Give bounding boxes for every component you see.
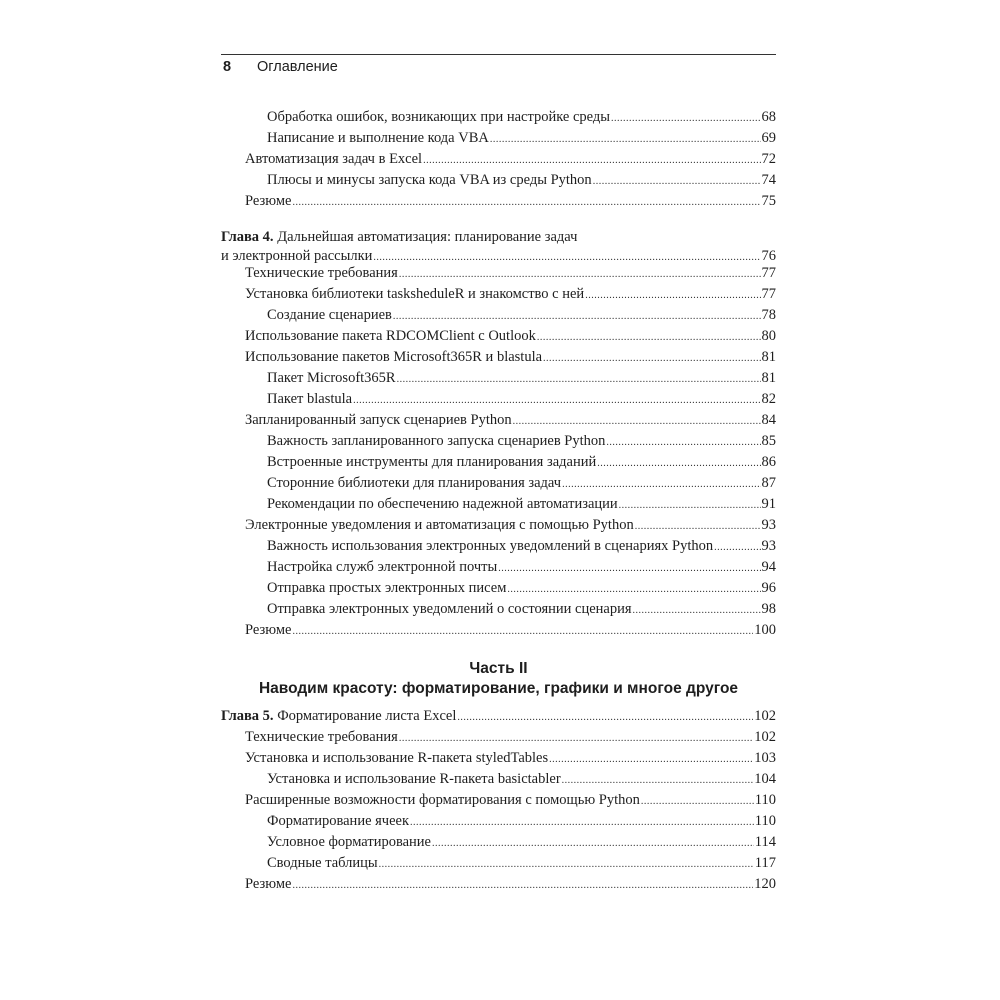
toc-entry — [221, 769, 776, 790]
toc-entry — [221, 727, 776, 748]
toc-entry — [221, 874, 776, 895]
toc-entry-page: 91 — [761, 496, 776, 512]
toc-entry-page: 74 — [761, 172, 776, 188]
toc-entry-page: 110 — [754, 813, 776, 829]
toc-entry-title: Резюме — [245, 193, 292, 209]
toc-entry — [221, 832, 776, 853]
toc-entry-page: 103 — [754, 750, 776, 766]
toc-entry-title: Отправка простых электронных писем — [267, 580, 507, 596]
toc-entry-page: 77 — [761, 286, 776, 302]
toc-entry-page: 81 — [761, 370, 776, 386]
toc-entry-title: Встроенные инструменты для планирования заданий — [267, 454, 597, 470]
toc-entry-title: Установка и использование R-пакета basictabler — [267, 771, 561, 787]
toc-entry-page: 85 — [761, 433, 776, 449]
toc-entry — [221, 811, 776, 832]
toc-entry-page: 81 — [761, 349, 776, 365]
dot-leader — [641, 791, 754, 812]
toc-entry-title: Форматирование ячеек — [267, 813, 410, 829]
chapter-heading — [221, 706, 776, 727]
toc-entry-title: Резюме — [245, 876, 292, 892]
chapter-page: 102 — [754, 708, 776, 724]
toc-entry-title: Расширенные возможности форматирования с помощью Python — [245, 792, 640, 808]
toc-entry-title: Сводные таблицы — [267, 855, 378, 871]
dot-leader — [549, 749, 753, 770]
toc-entry-page: 120 — [754, 876, 776, 892]
dot-leader — [562, 770, 754, 791]
toc-entry-page: 84 — [761, 412, 776, 428]
toc-entry-page: 98 — [761, 601, 776, 617]
toc-entry-title: Рекомендации по обеспечению надежной автоматизации — [267, 496, 618, 512]
chapter-label: Глава 4. — [221, 229, 274, 245]
toc-entry-page: 75 — [761, 193, 776, 209]
toc-entry — [221, 853, 776, 874]
toc-entry-page: 80 — [761, 328, 776, 344]
toc-entry-page: 102 — [754, 729, 776, 745]
toc-entry-title: Сторонние библиотеки для планирования задач — [267, 475, 562, 491]
toc-entry-page: 93 — [761, 517, 776, 533]
toc-entry-title: Установка библиотеки taskshedulеR и знакомство с ней — [245, 286, 585, 302]
toc-entry-title: Важность запланированного запуска сценариев Python — [267, 433, 606, 449]
toc-entry-page: 117 — [754, 855, 776, 871]
toc-entry-title: Важность использования электронных уведомлений в сценариях Python — [267, 538, 714, 554]
toc-entry-title: Пакет Microsoft365R — [267, 370, 396, 386]
toc-entry-page: 93 — [761, 538, 776, 554]
toc-entry-title: Использование пакета RDCOMClient с Outlook — [245, 328, 536, 344]
toc-entry-title: Электронные уведомления и автоматизация с помощью Python — [245, 517, 634, 533]
toc-entry-title: Технические требования — [245, 729, 398, 745]
dot-leader — [457, 707, 753, 728]
chapter-page: 76 — [761, 248, 776, 264]
toc-entry-page: 82 — [761, 391, 776, 407]
chapter-title-line2: и электронной рассылки — [221, 248, 373, 264]
toc-entry-title: Плюсы и минусы запуска кода VBA из среды Python — [267, 172, 592, 188]
toc-entry-page: 94 — [761, 559, 776, 575]
toc-entry-page: 110 — [754, 792, 776, 808]
toc-entry-title: Создание сценариев — [267, 307, 392, 323]
toc-entry-page: 100 — [754, 622, 776, 638]
toc-entry — [221, 790, 776, 811]
toc-entry-page: 96 — [761, 580, 776, 596]
toc-entry-page: 77 — [761, 265, 776, 281]
part-heading — [221, 0, 776, 700]
toc-entry-title: Автоматизация задач в Excel — [245, 151, 423, 167]
toc-entry-page: 114 — [754, 834, 776, 850]
toc-entry-title: Резюме — [245, 622, 292, 638]
chapter-title: Форматирование листа Excel — [277, 708, 457, 724]
toc-entry-page: 87 — [761, 475, 776, 491]
toc-entry-title: Отправка электронных уведомлений о состоянии сценария — [267, 601, 632, 617]
toc-entry-title: Технические требования — [245, 265, 398, 281]
toc-entry-page: 104 — [754, 771, 776, 787]
chapter-label: Глава 5. — [221, 708, 274, 724]
dot-leader — [432, 833, 754, 854]
part-title: Наводим красоту: форматирование, графики и многое другое — [258, 680, 739, 697]
toc-entry-title: Пакет blastula — [267, 391, 353, 407]
toc-entry-title: Запланированный запуск сценариев Python — [245, 412, 512, 428]
chapter-title-line1: Дальнейшая автоматизация: планирование задач — [277, 229, 578, 245]
toc-entry-title: Установка и использование R-пакета styledTables — [245, 750, 549, 766]
toc-entry-title: Написание и выполнение кода VBA — [267, 130, 489, 146]
toc-entry-page: 72 — [761, 151, 776, 167]
toc-entry-page: 78 — [761, 307, 776, 323]
dot-leader — [399, 728, 753, 749]
part-label: Часть II — [469, 660, 528, 677]
toc-entry-page: 86 — [761, 454, 776, 470]
toc-entry-title: Обработка ошибок, возникающих при настройке среды — [267, 109, 611, 125]
page-number: 8 — [223, 59, 232, 75]
toc-entry-title: Использование пакетов Microsoft365R и blastula — [245, 349, 543, 365]
toc-entry-page: 69 — [761, 130, 776, 146]
dot-leader — [410, 812, 754, 833]
toc-entry — [221, 748, 776, 769]
toc-entry-title: Настройка служб электронной почты — [267, 559, 498, 575]
running-title: Оглавление — [257, 59, 338, 75]
toc-entry-title: Условное форматирование — [267, 834, 431, 850]
toc-entry-page: 68 — [761, 109, 776, 125]
dot-leader — [379, 854, 754, 875]
dot-leader — [292, 875, 753, 896]
